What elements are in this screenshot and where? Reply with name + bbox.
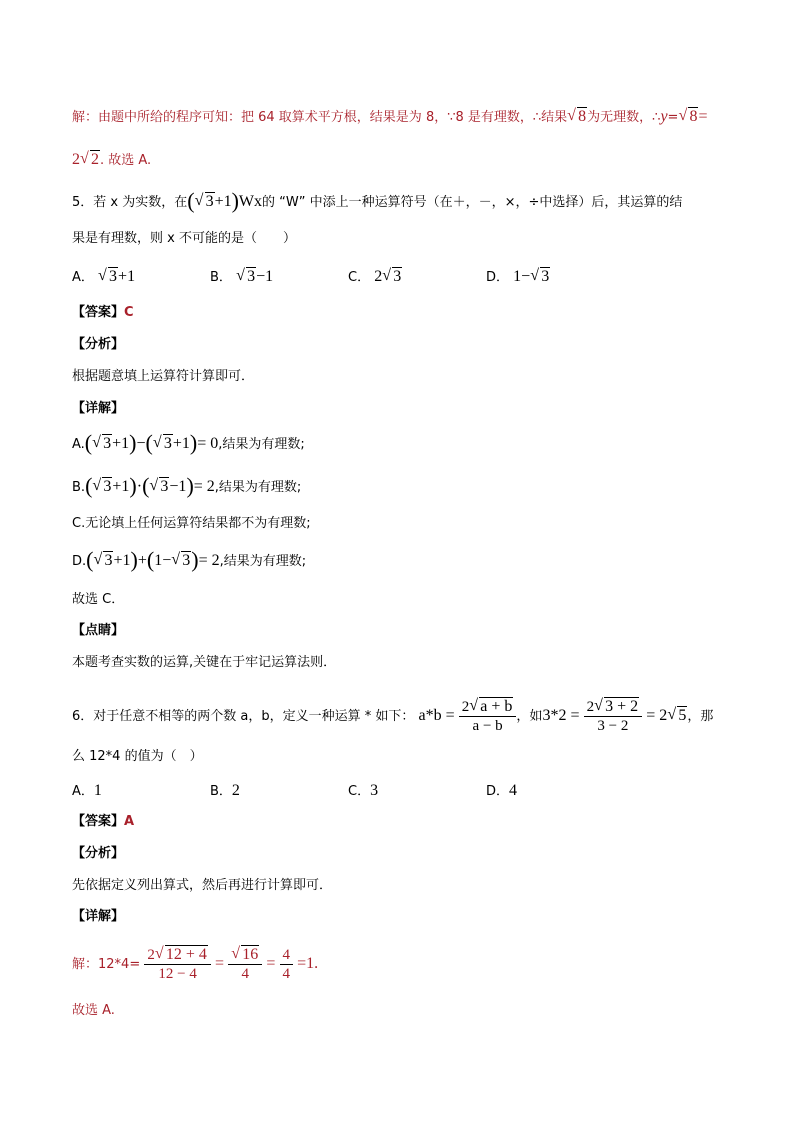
example-fraction: $\frac{2√ 3 + 2}{3 - 2}$ bbox=[584, 698, 643, 735]
sqrt-expression: √ 3 bbox=[93, 551, 113, 571]
option-post: −1 bbox=[256, 268, 274, 285]
sqrt-expression: √ 3 bbox=[149, 477, 169, 497]
detail-label: A. bbox=[72, 437, 85, 452]
option-label: A． bbox=[72, 270, 94, 285]
option-label: A． bbox=[72, 784, 94, 799]
option-pre: 2 bbox=[374, 268, 383, 285]
intro-conclusion: . 故选 A. bbox=[100, 153, 152, 168]
plus-one: +1 bbox=[214, 193, 232, 210]
equals-sign: = bbox=[667, 110, 679, 125]
detail-text: ,结果为有理数; bbox=[219, 554, 307, 569]
example-lhs: 3*2 = bbox=[542, 707, 580, 724]
q5-option-b[interactable] bbox=[210, 266, 273, 286]
option-value: 4 bbox=[509, 782, 518, 799]
definition-fraction: $\frac{2√ a + b}{a - b}$ bbox=[459, 698, 517, 735]
intro-text-b: 为无理数，∴ bbox=[587, 110, 661, 125]
q6-option-c[interactable] bbox=[348, 780, 378, 800]
solution-fraction-1: $\frac{2√ 12 + 4}{12 - 4}$ bbox=[144, 946, 211, 983]
sqrt-expression: √ 3 bbox=[153, 434, 173, 454]
q6-stem-line-1 bbox=[72, 698, 713, 735]
option-label: D． bbox=[486, 784, 510, 799]
q5-analysis: 根据题意填上运算符计算即可． bbox=[72, 369, 255, 384]
sqrt-expression: √ 3 bbox=[530, 268, 550, 286]
option-label: D． bbox=[486, 270, 510, 285]
option-post: +1 bbox=[118, 268, 136, 285]
intro-line-2 bbox=[72, 150, 151, 171]
detail-result: = 0 bbox=[197, 435, 219, 452]
q5-detail-c: C.无论填上任何运算符结果都不为有理数; bbox=[72, 516, 311, 531]
sqrt-expression: √ 3 bbox=[195, 192, 215, 212]
q6-stem-a: 6．对于任意不相等的两个数 a，b，定义一种运算 * 如下： bbox=[72, 709, 415, 724]
answer-tag: 【答案】 bbox=[72, 814, 125, 829]
solution-fraction-2: √ $\frac{16}{4}$ bbox=[228, 946, 262, 983]
sqrt-expression: √ 3 bbox=[236, 268, 256, 286]
q5-stem-a: 5．若 x 为实数，在 bbox=[72, 195, 188, 210]
wx-symbol: Wx bbox=[238, 193, 263, 210]
q5-analysis-tag: 【分析】 bbox=[72, 337, 125, 352]
option-label: C． bbox=[348, 784, 371, 799]
q5-stem-line-1: 5．若 x 为实数，在(√ 3+1)Wx的 “W” 中添上一种运算符号（在＋，－，×，÷中选择）后，其运算的结 bbox=[72, 191, 682, 213]
sqrt-expression: √ 8 bbox=[567, 107, 587, 127]
q6-stem-b: ，如 bbox=[516, 709, 543, 724]
detail-result: = 2 bbox=[193, 478, 215, 495]
q5-conclusion: 故选 C． bbox=[72, 592, 125, 607]
q5-stem-b: 的 “W” 中添上一种运算符号（在＋，－，×，÷中选择）后，其运算的结 bbox=[262, 195, 683, 210]
q5-stem-line-2: 果是有理数，则 x 不可能的是（ ） bbox=[72, 231, 296, 246]
sqrt-expression: √ 2 bbox=[80, 150, 100, 170]
var-y: y bbox=[660, 108, 668, 125]
detail-label: B. bbox=[72, 480, 86, 495]
detail-text: ,结果为有理数; bbox=[218, 437, 305, 452]
q5-detail-d: D.(√ 3+1)+(1−√ 3)= 2,结果为有理数; bbox=[72, 550, 306, 572]
q6-detail-tag: 【详解】 bbox=[72, 909, 125, 924]
intro-line-1 bbox=[72, 107, 707, 128]
q5-point: 本题考查实数的运算,关键在于牢记运算法则． bbox=[72, 655, 337, 670]
q5-option-a[interactable] bbox=[72, 266, 135, 286]
detail-label: D. bbox=[72, 554, 87, 569]
answer-value: A bbox=[124, 814, 135, 829]
option-label: C． bbox=[348, 270, 371, 285]
sqrt-expression: √ 8 bbox=[678, 107, 698, 127]
option-label: B． bbox=[210, 270, 232, 285]
solution-fraction-3: $\frac{4}{4}$ bbox=[280, 946, 294, 983]
sqrt-expression: √ 3 bbox=[92, 477, 112, 497]
option-pre: 1− bbox=[513, 268, 531, 285]
sqrt-expression: √ 3 bbox=[171, 551, 191, 571]
answer-value: C bbox=[124, 305, 134, 320]
coef: 2 bbox=[72, 151, 80, 168]
q6-conclusion: 故选 A. bbox=[72, 1003, 115, 1018]
q6-stem-line-2: 么 12*4 的值为（ ） bbox=[72, 749, 203, 764]
option-value: 3 bbox=[370, 782, 379, 799]
q5-detail-tag: 【详解】 bbox=[72, 401, 125, 416]
sqrt-expression: √ 3 bbox=[92, 434, 112, 454]
q5-detail-b: B.(√ 3+1)·(√ 3−1)= 2,结果为有理数; bbox=[72, 476, 301, 498]
intro-text-a: 解：由题中所给的程序可知：把 64 取算术平方根，结果是为 8，∵8 是有理数，∴结果 bbox=[72, 110, 568, 125]
solution-end: =1. bbox=[297, 955, 319, 972]
equals-sign: = bbox=[698, 108, 708, 125]
option-value: 2 bbox=[231, 782, 240, 799]
sqrt-expression: √ 5 bbox=[667, 706, 687, 726]
q6-solution: 解：12*4= $\frac{2√ 12 + 4}{12 - 4}$ = √ $\frac{16}{4}$ = $\frac{4}{4}$ =1. bbox=[72, 944, 318, 985]
q5-point-tag: 【点睛】 bbox=[72, 623, 125, 638]
q6-option-b[interactable] bbox=[210, 780, 240, 800]
q5-option-c[interactable] bbox=[348, 266, 402, 286]
q5-option-d[interactable] bbox=[486, 266, 550, 286]
solution-lhs: 解：12*4= bbox=[72, 957, 141, 972]
sqrt-expression: √ 3 bbox=[382, 268, 402, 286]
sqrt-expression: √ 3 bbox=[98, 268, 118, 286]
q6-answer-line bbox=[72, 812, 134, 832]
option-value: 1 bbox=[93, 782, 102, 799]
option-label: B． bbox=[210, 784, 232, 799]
q5-answer-line bbox=[72, 303, 134, 323]
q6-option-d[interactable] bbox=[486, 780, 517, 800]
detail-text: ,结果为有理数; bbox=[214, 480, 302, 495]
q6-analysis: 先依据定义列出算式，然后再进行计算即可． bbox=[72, 878, 333, 893]
q6-stem-c: ，那 bbox=[687, 709, 714, 724]
q6-analysis-tag: 【分析】 bbox=[72, 846, 125, 861]
q6-option-a[interactable] bbox=[72, 780, 102, 800]
q5-detail-a: A.(√ 3+1)−(√ 3+1)= 0,结果为有理数; bbox=[72, 433, 305, 455]
example-eq: = 2 bbox=[646, 707, 668, 724]
answer-tag: 【答案】 bbox=[72, 305, 125, 320]
definition-lhs: a*b = bbox=[418, 707, 455, 724]
detail-result: = 2 bbox=[198, 552, 220, 569]
